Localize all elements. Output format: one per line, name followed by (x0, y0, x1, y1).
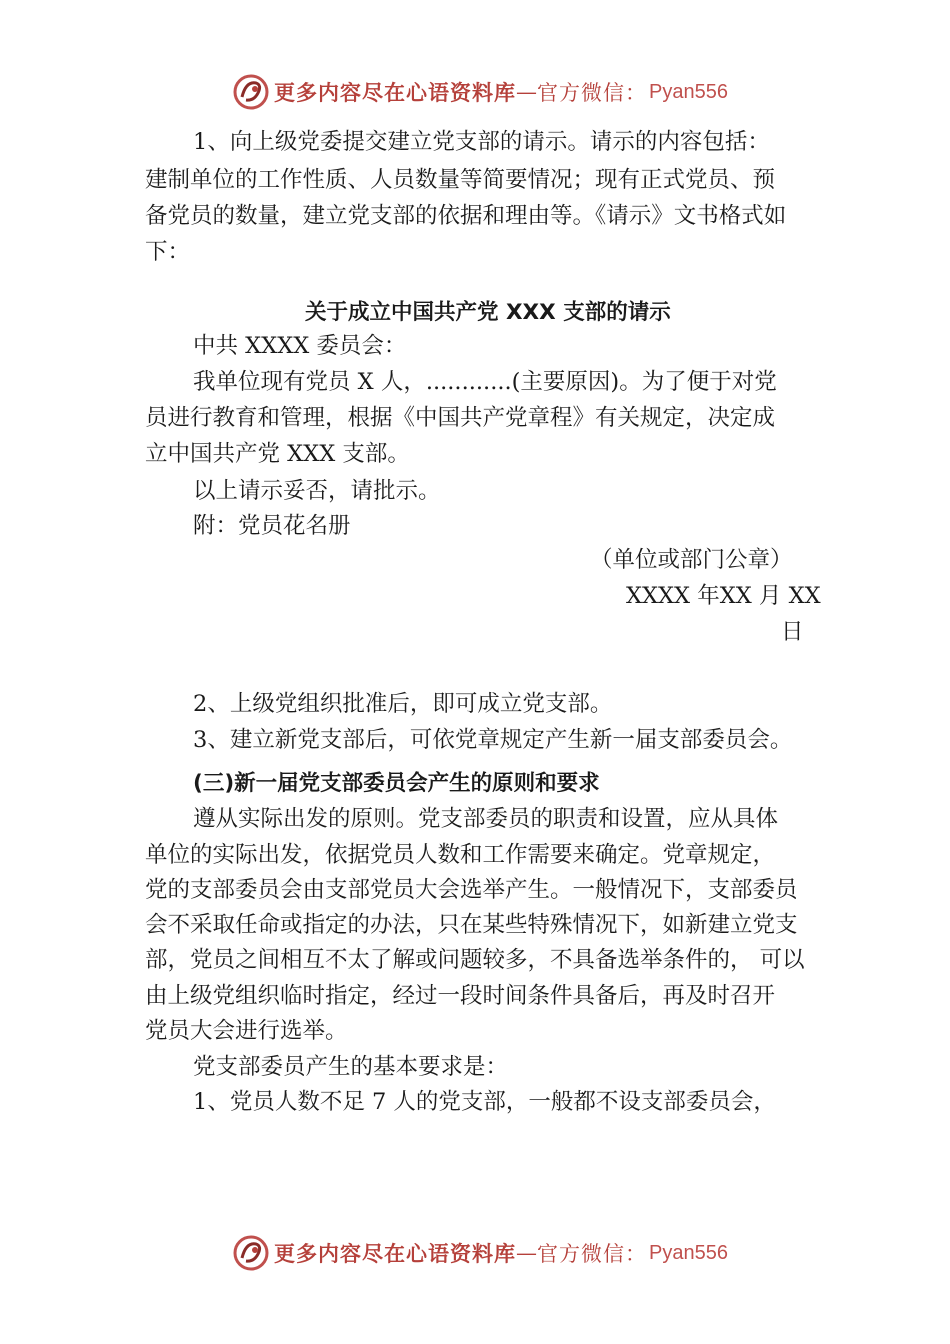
footer-banner (232, 1233, 728, 1273)
banner-title: 更多内容尽在心语资料库 (274, 1241, 516, 1266)
paragraph-line: 部，党员之间相互不太了解或问题较多，不具备选举条件的， 可以 (145, 947, 805, 973)
request-title: 关于成立中国共产党 XXX 支部的请示 (305, 300, 671, 325)
date-line: 日 (781, 619, 804, 645)
paragraph-line: 1、向上级党委提交建立党支部的请示。请示的内容包括： (193, 129, 770, 155)
paragraph-line: 立中国共产党 XXX 支部。 (145, 441, 410, 467)
banner-separator: — (516, 80, 537, 104)
paragraph-line: 2、上级党组织批准后，即可成立党支部。 (193, 691, 613, 717)
paragraph-line: 1、党员人数不足 7 人的党支部，一般都不设支部委员会， (193, 1089, 776, 1115)
paragraph-line: 我单位现有党员 X 人，............(主要原因)。为了便于对党 (193, 369, 777, 395)
brand-logo-icon (232, 73, 270, 111)
paragraph-line: 党支部委员产生的基本要求是： (193, 1054, 509, 1080)
banner-wechat-label: 官方微信： (537, 81, 647, 105)
paragraph-line: 党员大会进行选举。 (145, 1018, 348, 1044)
paragraph-line: 员进行教育和管理，根据《中国共产党章程》有关规定，决定成 (145, 405, 776, 431)
paragraph-line: 备党员的数量，建立党支部的依据和理由等。《请示》文书格式如 (145, 203, 787, 229)
seal-placeholder: （单位或部门公章） (590, 547, 793, 573)
banner-title: 更多内容尽在心语资料库 (274, 80, 516, 105)
banner-wechat-id: Pyan556 (649, 1241, 728, 1264)
closing-line: 以上请示妥否，请批示。 (193, 478, 441, 504)
brand-logo-icon (232, 1234, 270, 1272)
paragraph-line: 3、建立新党支部后，可依党章规定产生新一届支部委员会。 (193, 727, 793, 753)
section-heading: (三)新一届党支部委员会产生的原则和要求 (193, 771, 600, 796)
banner-separator: — (516, 1241, 537, 1265)
date-line: XXXX 年XX 月 XX (626, 583, 821, 609)
header-banner (232, 72, 728, 112)
salutation: 中共 XXXX 委员会： (193, 333, 407, 359)
paragraph-line: 建制单位的工作性质、人员数量等简要情况；现有正式党员、预 (145, 167, 776, 193)
banner-wechat-id: Pyan556 (649, 80, 728, 103)
paragraph-line: 党的支部委员会由支部党员大会选举产生。一般情况下，支部委员 (145, 877, 798, 903)
paragraph-line: 下： (145, 239, 191, 265)
paragraph-line: 会不采取任命或指定的办法，只在某些特殊情况下，如新建立党支 (145, 912, 798, 938)
paragraph-line: 由上级党组织临时指定，经过一段时间条件具备后，再及时召开 (145, 983, 776, 1009)
paragraph-line: 单位的实际出发，依据党员人数和工作需要来确定。党章规定， (145, 842, 776, 868)
attachment-line: 附：党员花名册 (193, 513, 351, 539)
banner-wechat-label: 官方微信： (537, 1242, 647, 1266)
paragraph-line: 遵从实际出发的原则。党支部委员的职责和设置，应从具体 (193, 806, 779, 832)
